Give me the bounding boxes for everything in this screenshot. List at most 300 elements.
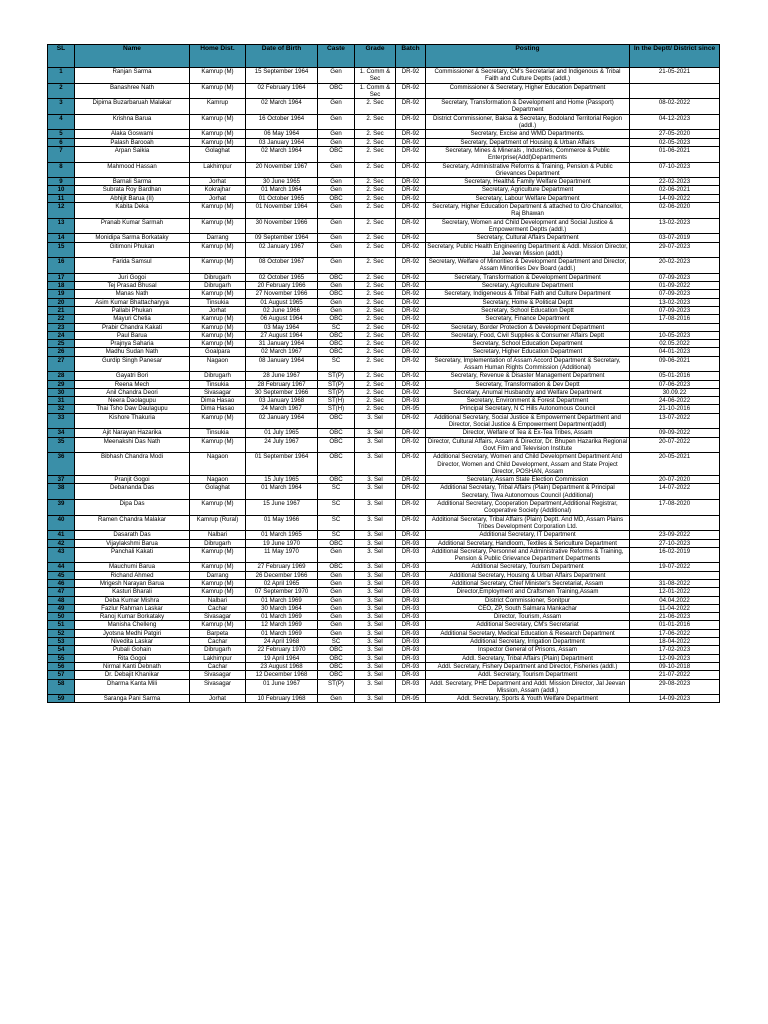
cell-name: Richand Ahmed xyxy=(75,571,190,579)
cell-dob: 01 August 1965 xyxy=(246,298,318,306)
cell-name: Subrata Roy Bardhan xyxy=(75,186,190,194)
cell-since: 07-09-2023 xyxy=(630,273,720,281)
cell-sl: 43 xyxy=(48,547,75,563)
table-row xyxy=(48,571,720,579)
col-header-home-dist: Home Dist. xyxy=(190,45,246,68)
cell-grade: 2. Sec xyxy=(355,348,396,356)
table-row xyxy=(48,290,720,298)
cell-caste: SC xyxy=(318,515,355,531)
cell-sl: 34 xyxy=(48,429,75,437)
cell-posting: Inspector General of Prisons, Assam xyxy=(426,646,630,654)
cell-posting: Secretary, Assam State Election Commission xyxy=(426,476,630,484)
cell-grade: 3. Sel xyxy=(355,638,396,646)
cell-since: 13-07-2022 xyxy=(630,413,720,429)
table-row xyxy=(48,613,720,621)
cell-sl: 25 xyxy=(48,340,75,348)
table-row xyxy=(48,162,720,178)
cell-grade: 3. Sel xyxy=(355,580,396,588)
cell-name: Fazlur Rahman Laskar xyxy=(75,604,190,612)
cell-batch: DR-92 xyxy=(396,130,426,138)
cell-sl: 5 xyxy=(48,130,75,138)
cell-batch: DR-92 xyxy=(396,306,426,314)
cell-sl: 56 xyxy=(48,662,75,670)
cell-sl: 8 xyxy=(48,162,75,178)
cell-caste: Gen xyxy=(318,130,355,138)
col-header-since: In the Deptt/ District since xyxy=(630,45,720,68)
cell-grade: 2. Sec xyxy=(355,315,396,323)
cell-sl: 6 xyxy=(48,138,75,146)
cell-dob: 01 October 1965 xyxy=(246,194,318,202)
table-row xyxy=(48,638,720,646)
cell-name: Ramen Chandra Malakar xyxy=(75,515,190,531)
cell-since: 11-04-2022 xyxy=(630,604,720,612)
cell-caste: SC xyxy=(318,484,355,500)
cell-since: 20-07-2020 xyxy=(630,476,720,484)
cell-since: 17-08-2020 xyxy=(630,500,720,516)
cell-name: Nivedita Laskar xyxy=(75,638,190,646)
cell-since: 20-07-2022 xyxy=(630,437,720,453)
cell-batch: DR-93 xyxy=(396,629,426,637)
cell-dob: 19 April 1964 xyxy=(246,654,318,662)
cell-home-dist: Jorhat xyxy=(190,194,246,202)
cell-grade: 2. Sec xyxy=(355,388,396,396)
cell-since: 02-06-2020 xyxy=(630,203,720,219)
cell-sl: 47 xyxy=(48,588,75,596)
cell-name: Alaka Goswami xyxy=(75,130,190,138)
table-row xyxy=(48,671,720,679)
cell-since: 05-01-2016 xyxy=(630,372,720,380)
cell-batch: DR-92 xyxy=(396,258,426,274)
cell-posting: Commissioner & Secretary, CM's Secretariat and Indigenous & Tribal Faith and Culture Deptts (addl.) xyxy=(426,68,630,84)
cell-batch: DR-92 xyxy=(396,413,426,429)
cell-since: 07-09-2023 xyxy=(630,306,720,314)
cell-dob: 07 September 1970 xyxy=(246,588,318,596)
cell-caste: Gen xyxy=(318,547,355,563)
cell-grade: 3. Sel xyxy=(355,679,396,695)
cell-batch: DR-92 xyxy=(396,194,426,202)
table-row xyxy=(48,662,720,670)
cell-dob: 01 March 1969 xyxy=(246,613,318,621)
cell-batch: DR-92 xyxy=(396,138,426,146)
cell-home-dist: Nagaon xyxy=(190,453,246,476)
cell-dob: 24 July 1967 xyxy=(246,437,318,453)
cell-batch: DR-93 xyxy=(396,679,426,695)
table-body xyxy=(48,68,720,703)
cell-dob: 01 July 1965 xyxy=(246,429,318,437)
cell-name: Krishna Barua xyxy=(75,114,190,130)
cell-sl: 37 xyxy=(48,476,75,484)
cell-dob: 30 June 1965 xyxy=(246,178,318,186)
cell-posting: Secretary, School Education Deptt xyxy=(426,306,630,314)
cell-home-dist: Kamrup (M) xyxy=(190,413,246,429)
cell-caste: SC xyxy=(318,531,355,539)
cell-posting: Secretary, Higher Education Department & attached to O/o Chancellor, Raj Bhawan xyxy=(426,203,630,219)
cell-sl: 3 xyxy=(48,99,75,115)
cell-dob: 15 September 1964 xyxy=(246,68,318,84)
cell-sl: 24 xyxy=(48,331,75,339)
table-row xyxy=(48,621,720,629)
cell-grade: 2. Sec xyxy=(355,331,396,339)
cell-sl: 38 xyxy=(48,484,75,500)
cell-batch: DR-93 xyxy=(396,662,426,670)
cell-batch: DR-93 xyxy=(396,638,426,646)
cell-batch: DR-92 xyxy=(396,83,426,99)
cell-dob: 11 May 1970 xyxy=(246,547,318,563)
cell-name: Dasarath Das xyxy=(75,531,190,539)
cell-posting: Secretary, Public Health Engineering Department & Addl. Mission Director, Jal Jeevan Mission (addl.) xyxy=(427,242,628,257)
cell-grade: 2. Sec xyxy=(355,203,396,219)
cell-sl: 51 xyxy=(48,621,75,629)
cell-since xyxy=(630,571,720,579)
cell-grade: 2. Sec xyxy=(355,234,396,242)
cell-posting: Additional Secretary, IT Department xyxy=(426,531,630,539)
cell-name: Mrigesh Narayan Barua xyxy=(75,580,190,588)
cell-batch: DR-92 xyxy=(396,372,426,380)
cell-caste: Gen xyxy=(318,258,355,274)
cell-batch: DR-93 xyxy=(396,613,426,621)
cell-home-dist: Kamrup (M) xyxy=(190,114,246,130)
cell-grade: 2. Sec xyxy=(355,186,396,194)
cell-dob: 02 March 1967 xyxy=(246,348,318,356)
cell-caste: OBC xyxy=(318,671,355,679)
cell-name: Prajnya Saharia xyxy=(75,340,190,348)
officer-posting-sheet xyxy=(47,44,720,703)
table-row xyxy=(48,178,720,186)
table-row xyxy=(48,563,720,571)
cell-home-dist: Dima Hasao xyxy=(190,405,246,413)
cell-caste: Gen xyxy=(318,203,355,219)
col-header-grade: Grade xyxy=(355,45,396,68)
cell-batch: DR-95 xyxy=(396,695,426,703)
cell-caste: Gen xyxy=(318,596,355,604)
cell-dob: 01 March 1964 xyxy=(246,484,318,500)
cell-sl: 54 xyxy=(48,646,75,654)
cell-home-dist: Kamrup (M) xyxy=(190,130,246,138)
cell-dob: 01 May 1966 xyxy=(246,515,318,531)
cell-sl: 9 xyxy=(48,178,75,186)
cell-posting: Secretary, Administrative Reforms & Training, Pension & Public Grievances Department xyxy=(426,162,630,178)
cell-home-dist: Dibrugarh xyxy=(190,539,246,547)
cell-home-dist: Kamrup (M) xyxy=(190,621,246,629)
cell-home-dist: Sivasagar xyxy=(190,388,246,396)
cell-sl: 1 xyxy=(48,68,75,84)
cell-since: 21-05-2021 xyxy=(630,68,720,84)
table-row xyxy=(48,298,720,306)
cell-name: Pallabi Phukan xyxy=(75,306,190,314)
cell-sl: 59 xyxy=(48,695,75,703)
cell-dob: 06 May 1964 xyxy=(246,130,318,138)
cell-grade: 3. Sel xyxy=(355,437,396,453)
cell-since: 09-06-2021 xyxy=(630,356,720,372)
cell-home-dist: Sivasagar xyxy=(190,671,246,679)
cell-since: 17-02-2023 xyxy=(630,646,720,654)
cell-name: Panchali Kakati xyxy=(75,547,190,563)
cell-posting: Secretary, Anumal Husbandry and Welfare Department xyxy=(426,388,630,396)
cell-grade: 2. Sec xyxy=(355,273,396,281)
table-row xyxy=(48,99,720,115)
table-row xyxy=(48,604,720,612)
cell-grade: 2. Sec xyxy=(355,178,396,186)
col-header-sl: SL xyxy=(48,45,75,68)
cell-grade: 3. Sel xyxy=(355,613,396,621)
cell-grade: 2. Sec xyxy=(355,405,396,413)
col-header-posting: Posting xyxy=(426,45,630,68)
cell-home-dist: Kamrup (Rural) xyxy=(190,515,246,531)
cell-home-dist: Cachar xyxy=(190,604,246,612)
cell-caste: ST(P) xyxy=(318,380,355,388)
cell-since: 12-01-2022 xyxy=(630,588,720,596)
table-row xyxy=(48,356,720,372)
cell-name: Manisha Chelleng xyxy=(75,621,190,629)
table-row xyxy=(48,679,720,695)
cell-dob: 02 January 1967 xyxy=(246,242,318,258)
cell-name: Pranab Kumar Sarmah xyxy=(75,218,190,234)
cell-batch: DR-92 xyxy=(396,500,426,516)
cell-dob: 20 February 1966 xyxy=(246,282,318,290)
cell-dob: 16 October 1964 xyxy=(246,114,318,130)
cell-batch: DR-93 xyxy=(396,604,426,612)
cell-grade: 3. Sel xyxy=(355,547,396,563)
cell-home-dist: Jorhat xyxy=(190,178,246,186)
cell-caste: OBC xyxy=(318,654,355,662)
cell-caste: Gen xyxy=(318,695,355,703)
cell-caste: OBC xyxy=(318,476,355,484)
cell-grade: 3. Sel xyxy=(355,500,396,516)
cell-sl: 18 xyxy=(48,282,75,290)
cell-caste: ST(P) xyxy=(318,679,355,695)
cell-grade: 3. Sel xyxy=(355,515,396,531)
cell-caste: OBC xyxy=(318,539,355,547)
cell-dob: 15 June 1967 xyxy=(246,500,318,516)
cell-home-dist: Kamrup (M) xyxy=(190,258,246,274)
cell-grade: 2. Sec xyxy=(355,340,396,348)
cell-name: Prabir Chandra Kakati xyxy=(75,323,190,331)
cell-home-dist: Darrang xyxy=(190,234,246,242)
cell-posting: Additional Secretary, Personnel and Administrative Reforms & Training, Pension & Public Grievance Department Departments xyxy=(426,547,630,563)
table-row xyxy=(48,242,720,258)
cell-batch: DR-92 xyxy=(396,68,426,84)
cell-grade: 2. Sec xyxy=(355,138,396,146)
cell-caste: OBC xyxy=(318,646,355,654)
cell-dob: 20 November 1967 xyxy=(246,162,318,178)
cell-posting: Additional Secretary, Women and Child Development Department And Director, Women and Child Development, Assam and State Project Director, POSHAN, Assam xyxy=(426,453,630,476)
cell-name: Anil Chandra Deori xyxy=(75,388,190,396)
cell-posting: Secretary, Transformation & Development Department xyxy=(426,273,630,281)
table-row xyxy=(48,539,720,547)
cell-name: Barnali Sarma xyxy=(75,178,190,186)
cell-dob: 12 March 1969 xyxy=(246,621,318,629)
cell-sl: 21 xyxy=(48,306,75,314)
cell-caste: OBC xyxy=(318,453,355,476)
cell-posting: Additional Secretary, Irrigation Department xyxy=(426,638,630,646)
cell-posting: Additional Secretary, Tribal Affairs (Plain) Deptt. And MD, Assam Plains Tribes Development Corporation Ltd. xyxy=(426,515,630,531)
table-row xyxy=(48,484,720,500)
cell-since: 29-08-2023 xyxy=(630,679,720,695)
table-row xyxy=(48,83,720,99)
cell-batch: DR-92 xyxy=(396,242,426,258)
cell-grade: 3. Sel xyxy=(355,604,396,612)
cell-batch: DR-92 xyxy=(396,218,426,234)
cell-grade: 2. Sec xyxy=(355,194,396,202)
cell-caste: Gen xyxy=(318,178,355,186)
cell-since: 14-09-2023 xyxy=(630,695,720,703)
cell-batch: DR-92 xyxy=(396,356,426,372)
cell-since: 07-10-2023 xyxy=(630,162,720,178)
cell-home-dist: Lakhimpur xyxy=(190,654,246,662)
cell-since: 13-02-2023 xyxy=(630,298,720,306)
cell-name: Deba Kumar Mishra xyxy=(75,596,190,604)
cell-grade: 3. Sel xyxy=(355,621,396,629)
table-row xyxy=(48,306,720,314)
table-row xyxy=(48,186,720,194)
cell-batch: DR-92 xyxy=(396,315,426,323)
cell-since: 24-06-2022 xyxy=(630,397,720,405)
cell-posting: Secretary, Transformation & Dev Deptt xyxy=(426,380,630,388)
cell-posting: Additional Secretary, Handloom, Textiles & Sericulture Department xyxy=(426,539,630,547)
cell-sl: 4 xyxy=(48,114,75,130)
cell-posting: Secretary, Mines & Minerals , Industries, Commerce & Public Enterprise(Addl)Departments xyxy=(426,146,630,162)
cell-dob: 12 December 1968 xyxy=(246,671,318,679)
cell-grade: 2. Sec xyxy=(355,99,396,115)
cell-home-dist: Darrang xyxy=(190,571,246,579)
cell-posting: Secretary, Higher Education Department xyxy=(426,348,630,356)
cell-dob: 01 March 1965 xyxy=(246,531,318,539)
cell-sl: 44 xyxy=(48,563,75,571)
cell-since: 14-07-2022 xyxy=(630,484,720,500)
cell-caste: ST(H) xyxy=(318,397,355,405)
cell-since: 02.05.2022 xyxy=(630,340,720,348)
cell-sl: 23 xyxy=(48,323,75,331)
cell-home-dist: Lakhimpur xyxy=(190,162,246,178)
cell-name: Kishore Thakuria xyxy=(75,413,190,429)
cell-sl: 39 xyxy=(48,500,75,516)
table-row xyxy=(48,429,720,437)
cell-posting: Secretary, Implementation of Assam Accord Department & Secretary, Assam Human Rights Commission (Additional) xyxy=(426,356,630,372)
cell-batch: DR-95 xyxy=(396,405,426,413)
cell-sl: 53 xyxy=(48,638,75,646)
cell-batch: DR-92 xyxy=(396,340,426,348)
cell-dob: 01 March 1964 xyxy=(246,186,318,194)
cell-name: Nirmal Kanti Debnath xyxy=(75,662,190,670)
cell-since: 01-06-2021 xyxy=(630,146,720,162)
cell-batch: DR-93 xyxy=(396,596,426,604)
cell-since: 22-02-2023 xyxy=(630,178,720,186)
table-row xyxy=(48,654,720,662)
cell-name: Saranga Pani Sarma xyxy=(75,695,190,703)
cell-caste: OBC xyxy=(318,413,355,429)
cell-grade: 2. Sec xyxy=(355,242,396,258)
cell-name: Palash Barooah xyxy=(75,138,190,146)
cell-grade: 2. Sec xyxy=(355,162,396,178)
cell-since: 01-09-2022 xyxy=(630,282,720,290)
cell-sl: 35 xyxy=(48,437,75,453)
cell-caste: Gen xyxy=(318,298,355,306)
cell-grade: 3. Sel xyxy=(355,654,396,662)
cell-caste: OBC xyxy=(318,146,355,162)
cell-since: 21-10-2016 xyxy=(630,405,720,413)
cell-since: 29-07-2023 xyxy=(630,242,720,258)
cell-home-dist: Dibrugarh xyxy=(190,372,246,380)
cell-batch: DR-93 xyxy=(396,571,426,579)
cell-since: 07-06-2023 xyxy=(630,380,720,388)
cell-grade: 2. Sec xyxy=(355,356,396,372)
cell-posting: Secretary, Department of Housing & Urban Affairs xyxy=(426,138,630,146)
cell-posting: Secretary, Women and Child Development and Social Justice & Empowerment Deptts (addl.) xyxy=(426,218,630,234)
cell-home-dist: Jorhat xyxy=(190,306,246,314)
cell-posting: Secretary, School Education Department xyxy=(426,340,630,348)
cell-caste: OBC xyxy=(318,331,355,339)
table-row xyxy=(48,476,720,484)
table-row xyxy=(48,695,720,703)
cell-home-dist: Dibrugarh xyxy=(190,282,246,290)
cell-home-dist: Sivasagar xyxy=(190,613,246,621)
cell-caste: SC xyxy=(318,323,355,331)
cell-dob: 27 August 1964 xyxy=(246,331,318,339)
table-row xyxy=(48,629,720,637)
cell-grade: 3. Sel xyxy=(355,413,396,429)
cell-sl: 55 xyxy=(48,654,75,662)
cell-since: 30.09.22 xyxy=(630,388,720,396)
cell-batch: DR-92 xyxy=(396,273,426,281)
cell-name: Gitimoni Phukan xyxy=(75,242,190,258)
cell-posting: Additional Secretary, Tribal Affairs (Plain) Department & Principal Secretary, Tiwa Autonomous Council (Additional) xyxy=(426,484,630,500)
cell-sl: 13 xyxy=(48,218,75,234)
cell-caste: ST(P) xyxy=(318,388,355,396)
cell-dob: 26 December 1966 xyxy=(246,571,318,579)
cell-caste: OBC xyxy=(318,194,355,202)
cell-posting: Additional Secretary, Tourism Department xyxy=(426,563,630,571)
cell-dob: 01 November 1964 xyxy=(246,203,318,219)
cell-name: Abhijit Barua (II) xyxy=(75,194,190,202)
cell-grade: 3. Sel xyxy=(355,531,396,539)
cell-since: 10-05-2023 xyxy=(630,331,720,339)
cell-posting: Director, Tourism, Assam xyxy=(426,613,630,621)
cell-sl: 28 xyxy=(48,372,75,380)
cell-name: Dipima Buzarbaruah Malakar xyxy=(75,99,190,115)
cell-dob: 02 June 1966 xyxy=(246,306,318,314)
cell-grade: 3. Sel xyxy=(355,539,396,547)
cell-name: Paul Barua xyxy=(75,331,190,339)
table-row xyxy=(48,372,720,380)
cell-name: Kasturi Bharali xyxy=(75,588,190,596)
cell-caste: OBC xyxy=(318,437,355,453)
cell-name: Debananda Das xyxy=(75,484,190,500)
cell-since: 19-07-2022 xyxy=(630,563,720,571)
cell-sl: 12 xyxy=(48,203,75,219)
cell-caste: Gen xyxy=(318,68,355,84)
cell-grade: 3. Sel xyxy=(355,646,396,654)
cell-home-dist: Dibrugarh xyxy=(190,646,246,654)
cell-batch: DR-92 xyxy=(396,114,426,130)
table-row xyxy=(48,331,720,339)
cell-name: Juri Gogoi xyxy=(75,273,190,281)
cell-name: Monidipa Sarma Borkataky xyxy=(75,234,190,242)
cell-caste: Gen xyxy=(318,242,355,258)
cell-name: Dipa Das xyxy=(75,500,190,516)
table-row xyxy=(48,114,720,130)
cell-posting: Additional Secretary, Chief Minister's Secretariat, Assam xyxy=(426,580,630,588)
cell-posting: Addl. Secretary, PHE Department and Addl. Mission Director, Jal Jeevan Mission, Assam (addl.) xyxy=(426,679,630,695)
cell-name: Tej Prasad Bhusal xyxy=(75,282,190,290)
cell-since: 09-10-2018 xyxy=(630,662,720,670)
cell-batch: DR-92 xyxy=(396,203,426,219)
cell-grade: 2. Sec xyxy=(355,323,396,331)
cell-sl: 58 xyxy=(48,679,75,695)
cell-name: Pranjit Gogoi xyxy=(75,476,190,484)
cell-home-dist: Kamrup (M) xyxy=(190,331,246,339)
cell-dob: 02 March 1964 xyxy=(246,99,318,115)
cell-dob: 30 November 1966 xyxy=(246,218,318,234)
